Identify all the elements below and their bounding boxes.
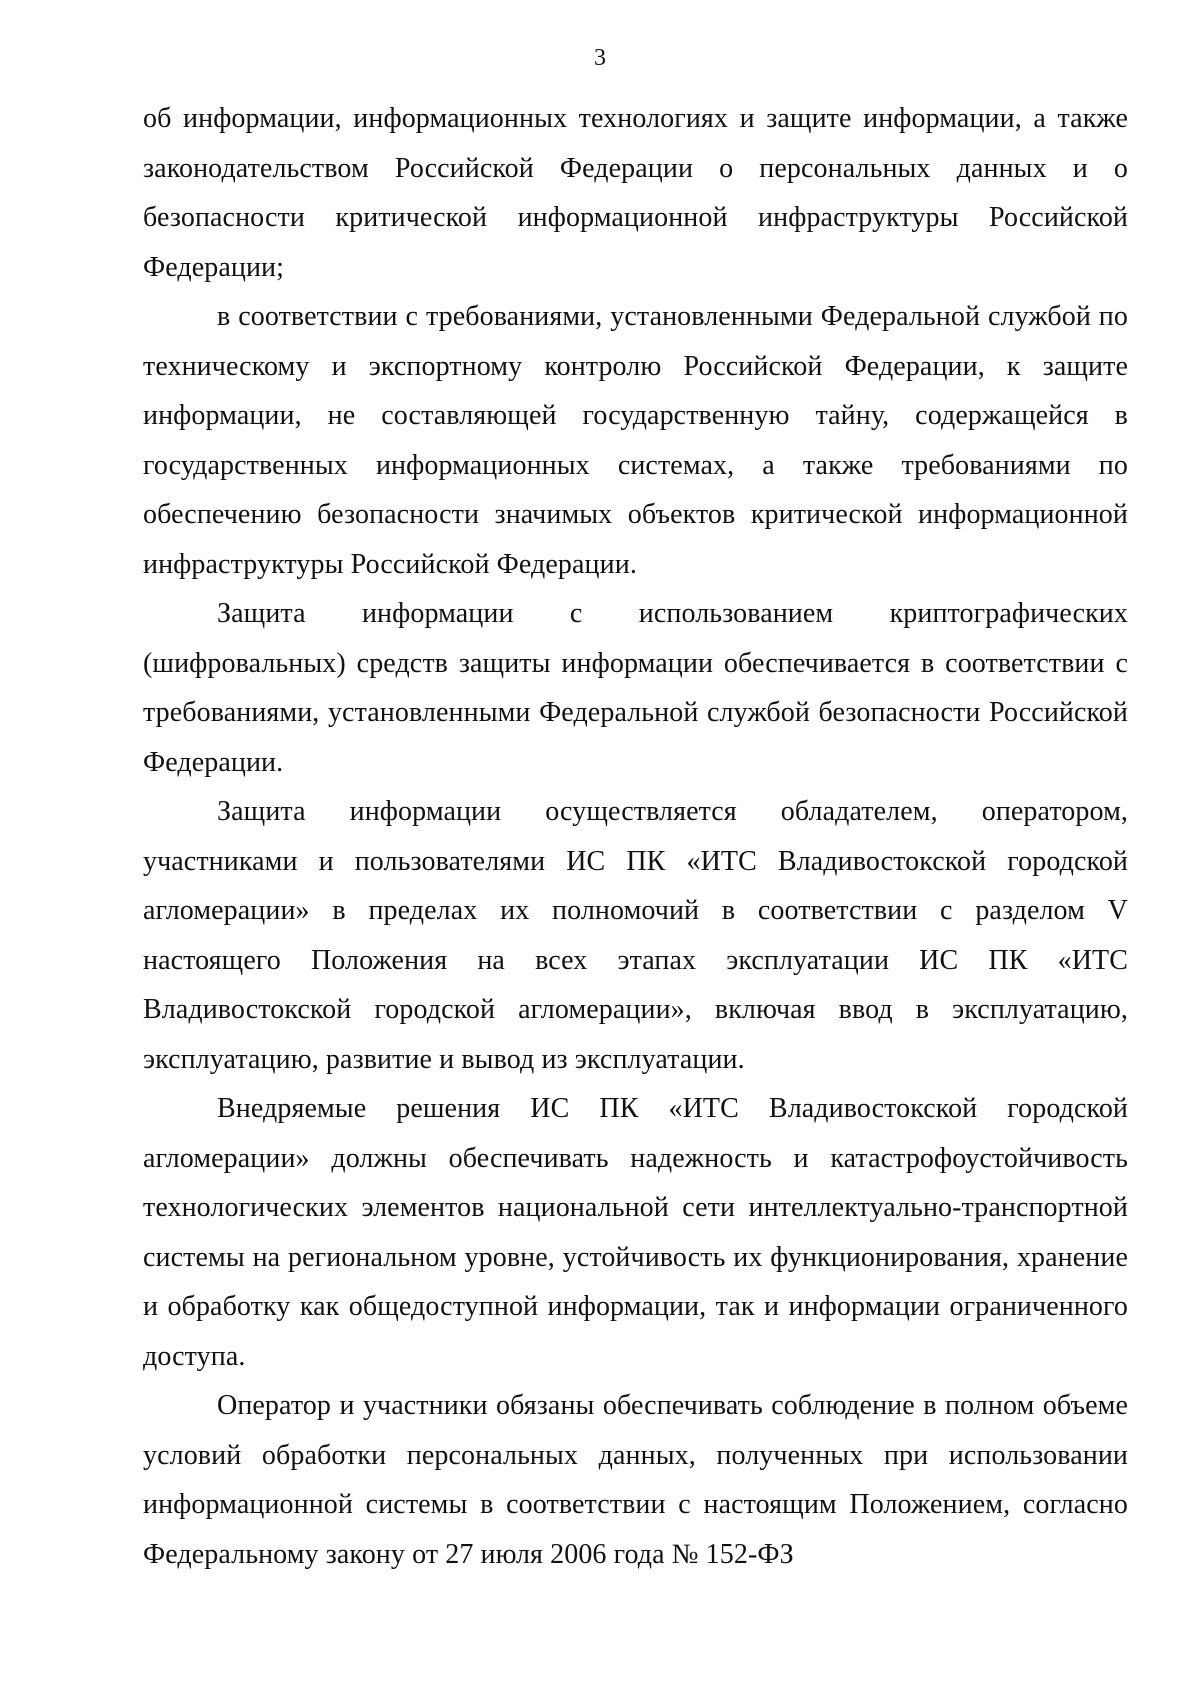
paragraph-6: Оператор и участники обязаны обеспечивать соблюдение в полном объеме условий обработки персональных данных, полученных при использовании информационной системы в соответствии с настоящим Положением, согласно Федеральному закону от 27 июля 2006 года № 152-ФЗ [143, 1390, 1128, 1570]
paragraph-2: в соответствии с требованиями, установленными Федеральной службой по техническому и экспортному контролю Российской Федерации, к защите информации, не составляющей государственную тайну, содержащейся в государственных информационных системах, а также требованиями по обеспечению безопасности значимых объектов критической информационной инфраструктуры Российской Федерации. [143, 301, 1128, 580]
document-body [143, 94, 1128, 1579]
page-number: 3 [594, 45, 606, 71]
paragraph-4: Защита информации осуществляется обладателем, оператором, участниками и пользователями ИС ПК «ИТС Владивостокской городской агломерации» в пределах их полномочий в соответствии с разделом V настоящего Положения на всех этапах эксплуатации ИС ПК «ИТС Владивостокской городской агломерации», включая ввод в эксплуатацию, эксплуатацию, развитие и вывод из эксплуатации. [143, 796, 1128, 1075]
paragraph-3: Защита информации с использованием криптографических (шифровальных) средств защиты информации обеспечивается в соответствии с требованиями, установленными Федеральной службой безопасности Российской Федерации. [143, 598, 1128, 778]
paragraph-1: об информации, информационных технологиях и защите информации, а также законодательством Российской Федерации о персональных данных и о безопасности критической информационной инфраструктуры Российской Федерации; [143, 103, 1128, 283]
paragraph-5: Внедряемые решения ИС ПК «ИТС Владивостокской городской агломерации» должны обеспечивать надежность и катастрофоустойчивость технологических элементов национальной сети интеллектуально-транспортной системы на региональном уровне, устойчивость их функционирования, хранение и обработку как общедоступной информации, так и информации ограниченного доступа. [143, 1093, 1128, 1372]
